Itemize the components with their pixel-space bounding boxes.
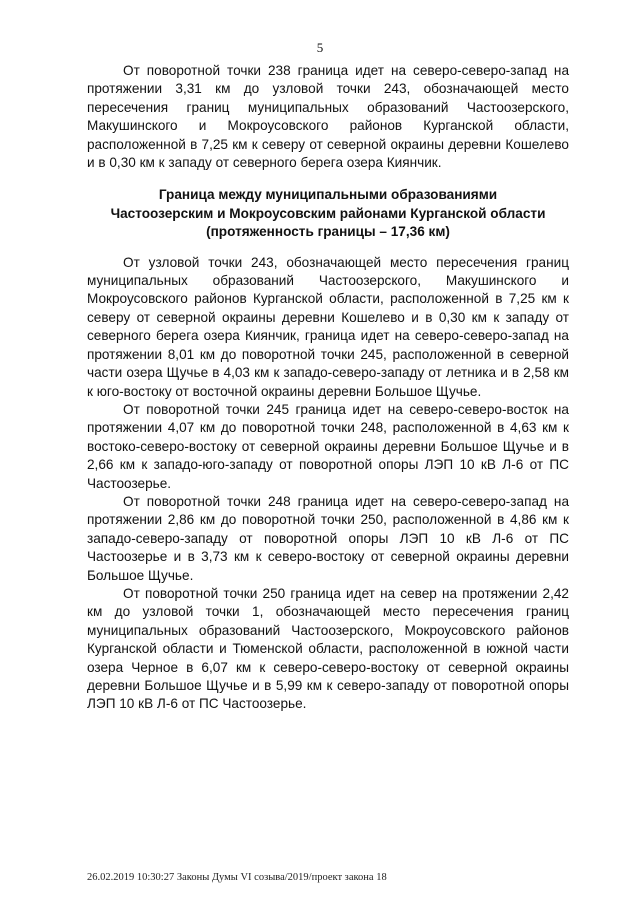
intro-paragraph: От поворотной точки 238 граница идет на северо-северо-запад на протяжении 3,31 км до узловой точки 243, обозначающей место пересечения границ муниципальных образований Частоозерского, Макушинского и Мокроусовского районов Курганской области, расположенной в 7,25 км к северу от северной окраины деревни Кошелево и в 0,30 км к западу от северного берега озера Киянчик. [87, 63, 569, 171]
heading-line-1: Граница между муниципальными образованиями [158, 187, 498, 203]
paragraph-2: От поворотной точки 245 граница идет на северо-северо-восток на протяжении 4,07 км до поворотной точки 248, расположенной в 4,63 км к востоко-северо-востоку от северной окраины деревни Большое Щучье и в 2,66 км к западо-юго-западу от поворотной опоры ЛЭП 10 кВ Л-6 от ПС Частоозерье. [87, 401, 569, 491]
section-heading [87, 186, 569, 241]
heading-line-3: (протяженность границы – 17,36 км) [206, 224, 450, 240]
footer-path: 26.02.2019 10:30:27 Законы Думы VI созыва/2019/проект закона 18 [87, 872, 387, 883]
paragraph-3: От поворотной точки 248 граница идет на северо-северо-запад на протяжении 2,86 км до поворотной точки 250, расположенной в 4,86 км к западо-северо-западу от поворотной опоры ЛЭП 10 кВ Л-6 от ПС Частоозерье и в 3,73 км к северо-востоку от северной окраины деревни Большое Щучье. [87, 493, 569, 583]
page-number: 5 [316, 40, 324, 55]
paragraph-4: От поворотной точки 250 граница идет на север на протяжении 2,42 км до узловой точки 1, обозначающей место пересечения границ муниципальных образований Частоозерского, Мокроусовского районов Курганской области и Тюменской области, расположенной в южной части озера Черное в 6,07 км к северо-северо-востоку от северной окраины деревни Большое Щучье и в 5,99 км к северо-западу от поворотной опоры ЛЭП 10 кВ Л-6 от ПС Частоозерье. [87, 585, 569, 712]
heading-line-2: Частоозерским и Мокроусовским районами Курганской области [110, 205, 546, 221]
paragraph-1: От узловой точки 243, обозначающей место пересечения границ муниципальных образований Частоозерского, Макушинского и Мокроусовского районов Курганской области, расположенной в 7,25 км к северу от северной окраины деревни Кошелево и в 0,30 км к западу от северного берега озера Киянчик, граница идет на северо-северо-запад на протяжении 8,01 км до поворотной точки 245, расположенной в северной части озера Щучье в 4,03 км к западо-северо-западу от летника и в 2,58 км к юго-востоку от восточной окраины деревни Большое Щучье. [87, 254, 569, 399]
document-body [87, 62, 569, 714]
